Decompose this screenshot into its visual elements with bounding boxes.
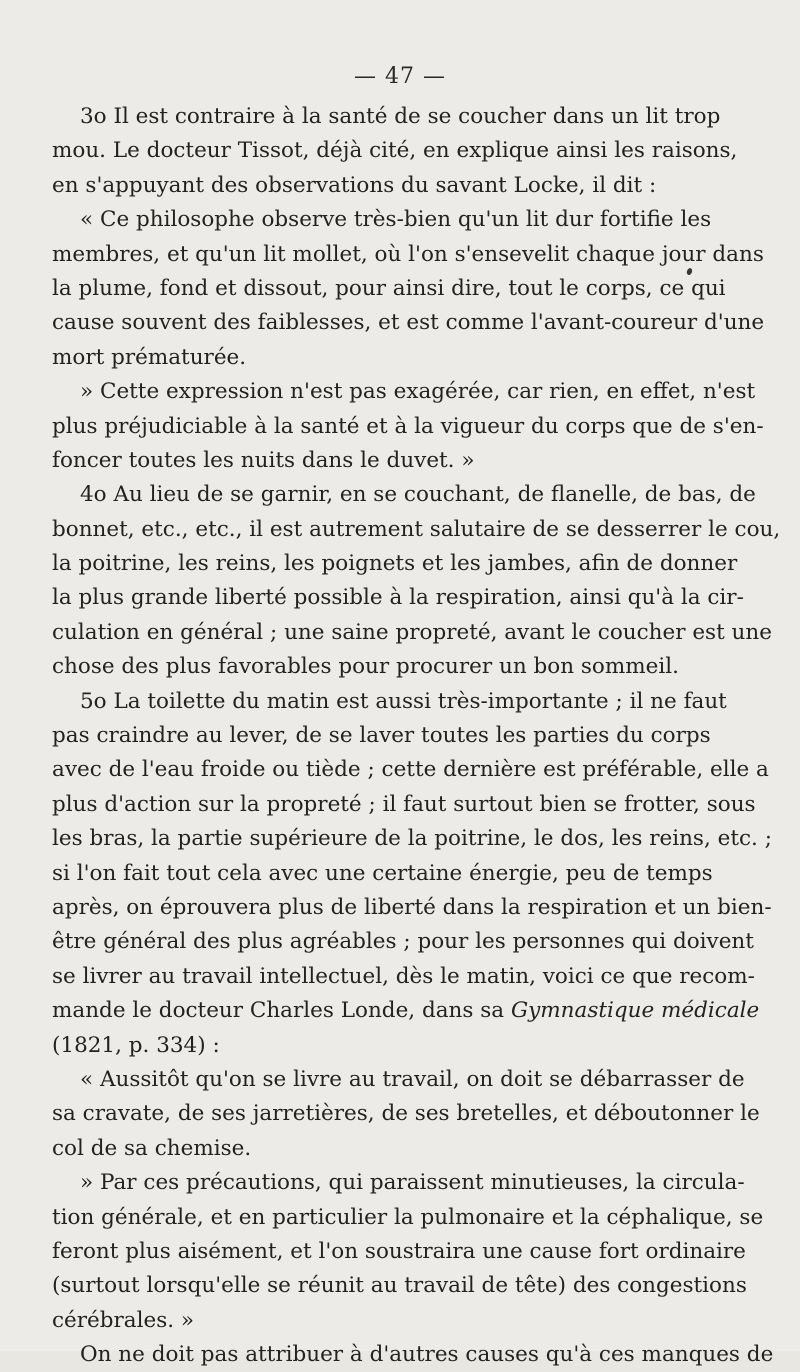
text-line: [52, 203, 712, 237]
text-line: [52, 272, 726, 306]
text-line-content: cause souvent des faiblesses, et est comme l'avant-coureur d'une: [52, 310, 765, 336]
text-line: [52, 891, 772, 925]
text-line: [52, 341, 682, 375]
text-line: [52, 100, 721, 134]
text-line-content: avec de l'eau froide ou tiède ; cette dernière est préférable, elle a: [52, 757, 769, 783]
text-line-content: « Ce philosophe observe très-bien qu'un lit dur fortifie les: [80, 207, 712, 233]
text-line-content: bonnet, etc., etc., il est autrement salutaire de se desserrer le cou,: [52, 516, 781, 542]
text-line: [52, 1338, 774, 1372]
text-line: [52, 478, 756, 512]
text-line-content: la plume, fond et dissout, pour ainsi dire, tout le corps, ce qui: [52, 275, 726, 301]
ink-speck: [686, 267, 693, 275]
text-line: [52, 1304, 682, 1338]
text-line: [52, 994, 760, 1028]
text-line-content: mou. Le docteur Tissot, déjà cité, en explique ainsi les raisons,: [52, 138, 738, 164]
text-line: [52, 306, 765, 340]
text-line: [52, 581, 744, 615]
text-line: [52, 960, 755, 994]
text-line: [52, 822, 772, 856]
text-line-content: membres, et qu'un lit mollet, où l'on s'ensevelit chaque jour dans: [52, 241, 764, 267]
text-line: [52, 169, 682, 203]
text-line-content: (surtout lorsqu'elle se réunit au travail de tête) des congestions: [52, 1273, 747, 1299]
text-line-content: la poitrine, les reins, les poignets et les jambes, afin de donner: [52, 551, 738, 577]
text-line: [52, 547, 738, 581]
text-line-content: 5o La toilette du matin est aussi très-importante ; il ne faut: [80, 688, 727, 714]
text-line-content: 3o Il est contraire à la santé de se coucher dans un lit trop: [80, 104, 721, 129]
text-line-content: (1821, p. 334) :: [52, 1032, 220, 1058]
text-line: [52, 719, 711, 753]
text-line: [52, 1166, 745, 1200]
body-text: [52, 100, 781, 1372]
text-line-content: feront plus aisément, et l'on soustraira une cause fort ordinaire: [52, 1238, 746, 1264]
text-line-content: » Cette expression n'est pas exagérée, car rien, en effet, n'est: [80, 379, 756, 405]
text-line-content: chose des plus favorables pour procurer un bon sommeil.: [52, 654, 679, 680]
text-line-content: » Par ces précautions, qui paraissent minutieuses, la circula-: [80, 1170, 745, 1196]
text-line: [52, 616, 772, 650]
page-number: — 47 —: [354, 64, 446, 89]
text-line-content: foncer toutes les nuits dans le duvet. »: [52, 447, 475, 473]
text-line-content: mort prématurée.: [52, 344, 247, 370]
text-line-content: les bras, la partie supérieure de la poitrine, le dos, les reins, etc. ;: [52, 826, 772, 852]
text-line: [52, 1132, 682, 1166]
text-line: [52, 1269, 747, 1303]
text-line-content: « Aussitôt qu'on se livre au travail, on doit se débarrasser de: [80, 1066, 745, 1092]
text-line: [52, 788, 756, 822]
text-line: [52, 513, 781, 547]
text-line-content: après, on éprouvera plus de liberté dans la respiration et un bien-: [52, 894, 772, 920]
text-line-content: col de sa chemise.: [52, 1135, 252, 1161]
text-line-content: se livrer au travail intellectuel, dès le matin, voici ce que recom-: [52, 963, 755, 989]
text-line: [52, 375, 756, 409]
text-line: [52, 1063, 745, 1097]
text-line-content: mande le docteur Charles Londe, dans sa: [52, 998, 505, 1024]
text-line-content: plus préjudiciable à la santé et à la vigueur du corps que de s'en-: [52, 413, 764, 439]
text-line: [52, 857, 713, 891]
text-line: [52, 1029, 682, 1063]
text-line-content: la plus grande liberté possible à la respiration, ainsi qu'à la cir-: [52, 585, 744, 611]
text-line: [52, 753, 769, 787]
text-line-content: plus d'action sur la propreté ; il faut surtout bien se frotter, sous: [52, 791, 756, 817]
text-line-content: sa cravate, de ses jarretières, de ses bretelles, et déboutonner le: [52, 1101, 760, 1127]
book-title-italic: Gymnastique médicale: [510, 998, 760, 1024]
text-line-content: culation en général ; une saine propreté, avant le coucher est une: [52, 619, 772, 645]
text-line-content: cérébrales. »: [52, 1307, 195, 1333]
text-line: [52, 1201, 764, 1235]
text-line: [52, 444, 682, 478]
text-line-content: pas craindre au lever, de se laver toutes les parties du corps: [52, 723, 711, 749]
text-line: [52, 685, 727, 719]
text-line: [52, 134, 738, 168]
text-line-content: être général des plus agréables ; pour les personnes qui doivent: [52, 929, 754, 955]
text-line-content: 4o Au lieu de se garnir, en se couchant, de flanelle, de bas, de: [80, 482, 756, 508]
text-line-content: tion générale, et en particulier la pulmonaire et la céphalique, se: [52, 1204, 764, 1230]
text-line: [52, 1235, 746, 1269]
text-line-content: en s'appuyant des observations du savant Locke, il dit :: [52, 172, 657, 198]
text-line: [52, 1097, 760, 1131]
text-line-content: On ne doit pas attribuer à d'autres causes qu'à ces manques de: [80, 1342, 774, 1368]
text-line: [52, 650, 682, 684]
text-line: [52, 238, 764, 272]
text-line: [52, 410, 764, 444]
text-line: [52, 925, 754, 959]
text-line-content: si l'on fait tout cela avec une certaine énergie, peu de temps: [52, 860, 713, 886]
